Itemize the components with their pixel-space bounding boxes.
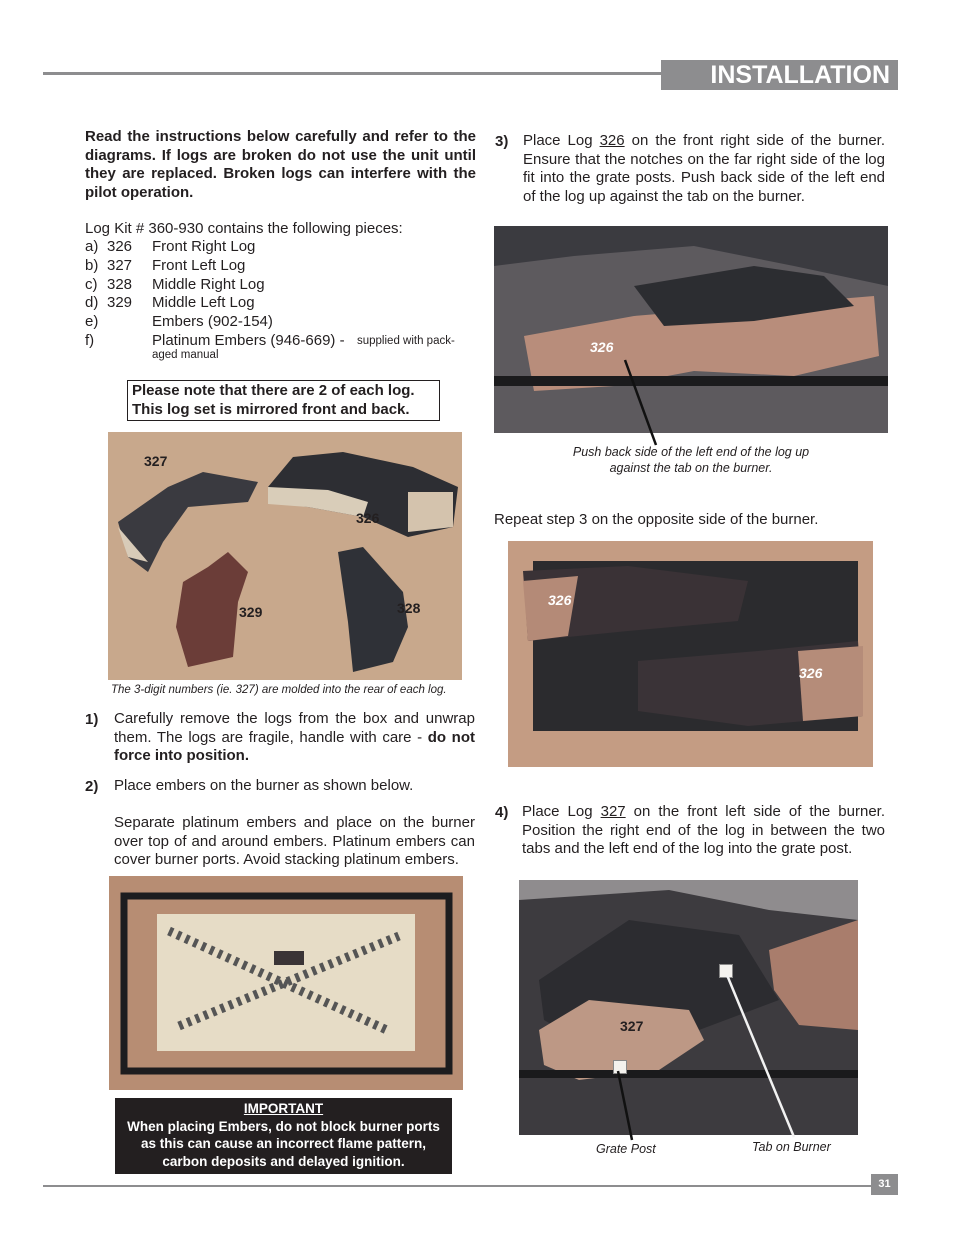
log-label: 326 bbox=[799, 665, 823, 681]
callout-line bbox=[610, 1068, 640, 1143]
kit-item-note: supplied with pack- bbox=[357, 335, 455, 347]
log-label: 327 bbox=[620, 1018, 644, 1034]
important-line: carbon deposits and delayed ignition. bbox=[162, 1153, 405, 1169]
step2-text2: Separate platinum embers and place on the burner over top of and around embers. Platinum embers can cover burner ports. Avoid stacking platinum embers. bbox=[114, 814, 475, 868]
log-label: 326 bbox=[590, 339, 614, 355]
header-rule bbox=[43, 72, 661, 75]
intro-warning: Read the instructions below carefully and refer to the diagrams. If logs are broken do not use the unit until they are replaced. Broken logs can interfere with the pilot operation. bbox=[85, 128, 476, 201]
kit-line: Log Kit # 360-930 contains the following pieces: bbox=[85, 220, 403, 237]
log-label: 326 bbox=[356, 510, 380, 526]
callout-line bbox=[722, 972, 802, 1142]
tab-caption: Tab on Burner bbox=[752, 1140, 831, 1154]
step-number: 2) bbox=[85, 778, 99, 795]
page-number: 31 bbox=[871, 1174, 898, 1195]
log-label: 328 bbox=[397, 600, 421, 616]
grate-post-caption: Grate Post bbox=[596, 1142, 656, 1156]
step1-text: Carefully remove the logs from the box and unwrap them. The logs are fragile, handle with care - do not force into position. bbox=[114, 710, 475, 764]
callout-line bbox=[620, 355, 660, 450]
important-title: IMPORTANT bbox=[243, 1101, 324, 1116]
both-logs-photo bbox=[508, 541, 873, 767]
step-number: 4) bbox=[495, 804, 509, 821]
log-label: 326 bbox=[548, 592, 572, 608]
embers-photo bbox=[109, 876, 463, 1090]
log326-photo bbox=[494, 226, 888, 433]
logs-caption: The 3-digit numbers (ie. 327) are molded into the rear of each log. bbox=[111, 684, 447, 696]
repeat-text: Repeat step 3 on the opposite side of the burner. bbox=[494, 511, 819, 528]
kit-item-note: aged manual bbox=[152, 349, 219, 361]
note-box bbox=[127, 380, 440, 421]
footer-rule bbox=[43, 1185, 871, 1187]
section-title: INSTALLATION bbox=[661, 60, 898, 90]
step-number: 1) bbox=[85, 711, 99, 728]
logs-photo bbox=[108, 432, 462, 680]
log-label: 329 bbox=[239, 604, 263, 620]
step2-text: Place embers on the burner as shown below. bbox=[114, 777, 414, 794]
step3-text: Place Log 326 on the front right side of the burner. Ensure that the notches on the far right side of the log fit into the grate posts. Push back side of the left end of the log up against the tab on the burner. bbox=[523, 132, 886, 205]
log-label: 327 bbox=[144, 453, 168, 469]
note-line: This log set is mirrored front and back. bbox=[132, 400, 410, 418]
log327-photo bbox=[519, 880, 858, 1135]
step4-text: Place Log 327 on the front left side of the burner. Position the right end of the log in between the two tabs and the left end of the log into the grate post. bbox=[522, 803, 885, 857]
important-box bbox=[115, 1098, 452, 1174]
step-number: 3) bbox=[495, 133, 509, 150]
important-line: as this can cause an incorrect flame pattern, bbox=[140, 1136, 427, 1151]
step3-caption: Push back side of the left end of the log up against the tab on the burner. bbox=[572, 445, 810, 475]
note-line: Please note that there are 2 of each log. bbox=[132, 382, 415, 399]
important-line: When placing Embers, do not block burner ports bbox=[127, 1118, 440, 1134]
